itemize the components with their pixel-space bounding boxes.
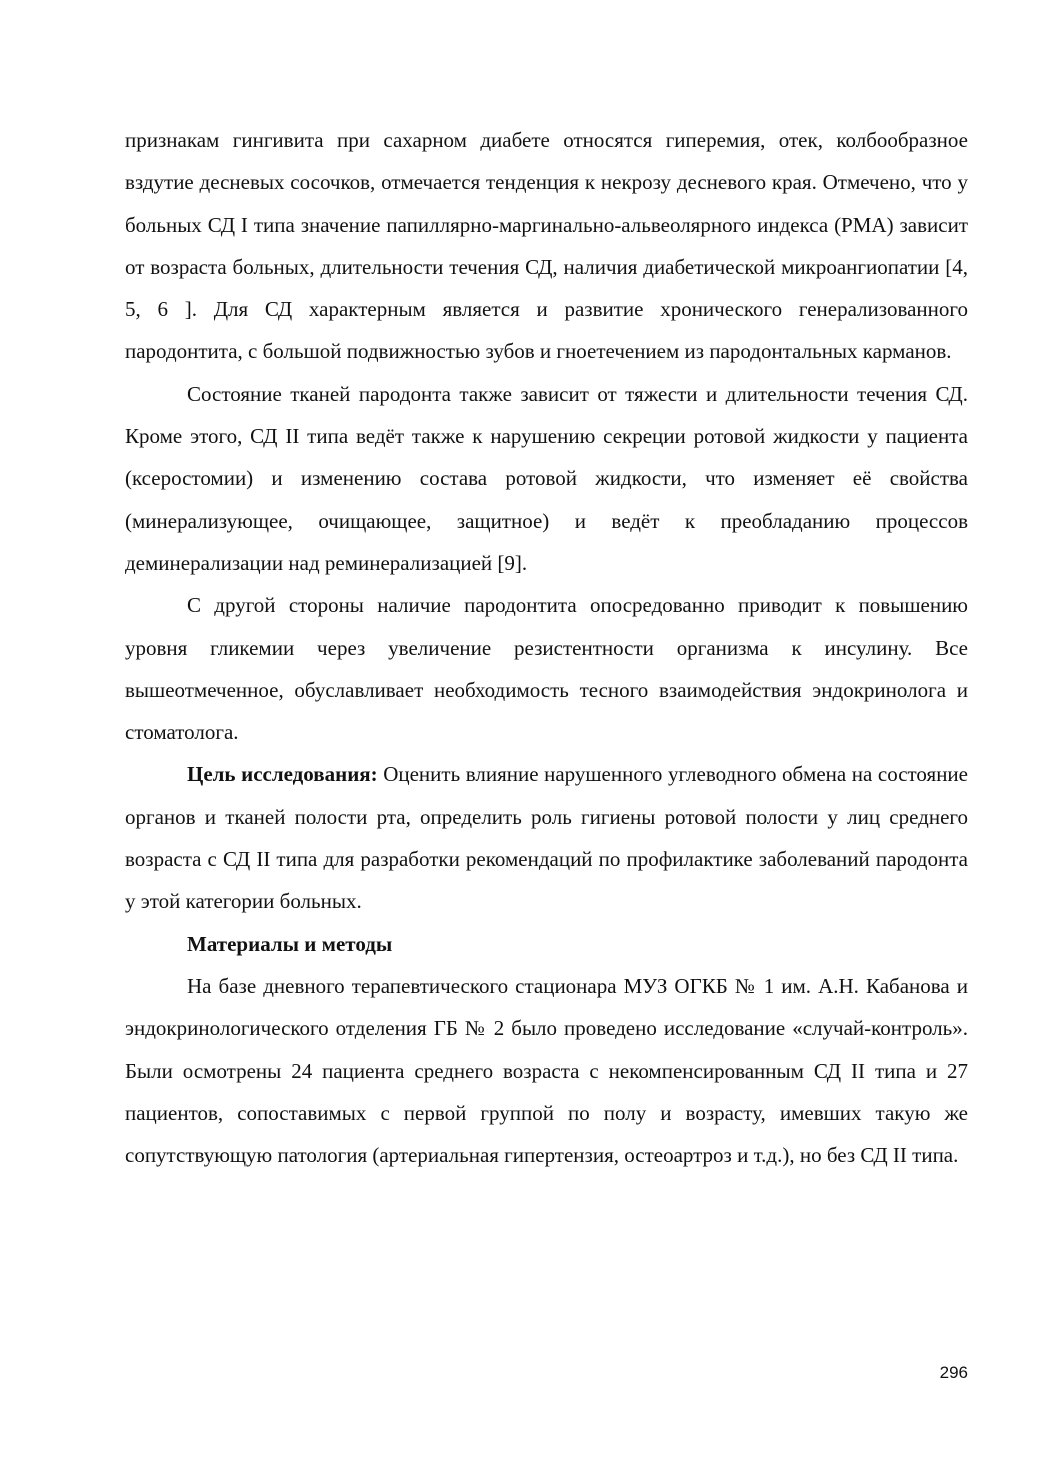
paragraph-methods: На базе дневного терапевтического стационара МУЗ ОГКБ № 1 им. А.Н. Кабанова и эндокринологического отделения ГБ № 2 было проведено исследование «случай-контроль». Были осмотрены 24 пациента среднего возраста с некомпенсированным СД II типа и 27 пациентов, сопоставимых с первой группой по полу и возрасту, имевших такую же сопутствующую патология (артериальная гипертензия, остеоартроз и т.д.), но без СД II типа. [125, 973, 968, 1168]
paragraph-periodontal-tissues: Состояние тканей пародонта также зависит от тяжести и длительности течения СД. Кроме этого, СД II типа ведёт также к нарушению секреции ротовой жидкости у пациента (ксеростомии) и изменению состава ротовой жидкости, что изменяет её свойства (минерализующее, очищающее, защитное) и ведёт к преобладанию процессов деминерализации над реминерализацией [9]. [125, 381, 968, 575]
paragraph-study-aim [125, 753, 968, 922]
study-aim-text: Оценить влияние нарушенного углеводного обмена на состояние органов и тканей полости рта, определить роль гигиены ротовой полости у лиц среднего возраста с СД II типа для разработки рекомендаций по профилактике заболеваний пародонта у этой категории больных. [125, 762, 968, 914]
paragraph-glycemia: С другой стороны наличие пародонтита опосредованно приводит к повышению уровня гликемии через увеличение резистентности организма к инсулину. Все вышеотмеченное, обуславливает необходимость тесного взаимодействия эндокринолога и стоматолога. [125, 593, 968, 745]
study-aim-label: Цель исследования: [187, 762, 378, 787]
page-body [125, 119, 968, 1176]
section-heading-methods: Материалы и методы [187, 931, 393, 956]
page-number: 296 [939, 1363, 968, 1382]
paragraph-gingivitis-signs: признакам гингивита при сахарном диабете относятся гиперемия, отек, колбообразное вздутие десневых сосочков, отмечается тенденция к некрозу десневого края. Отмечено, что у больных СД I типа значение папиллярно-маргинально-альвеолярного индекса (PMA) зависит от возраста больных, длительности течения СД, наличия диабетической микроангиопатии [4, 5, 6 ]. Для СД характерным является и развитие хронического генерализованного пародонтита, с большой подвижностью зубов и гноетечением из пародонтальных карманов. [125, 128, 968, 364]
